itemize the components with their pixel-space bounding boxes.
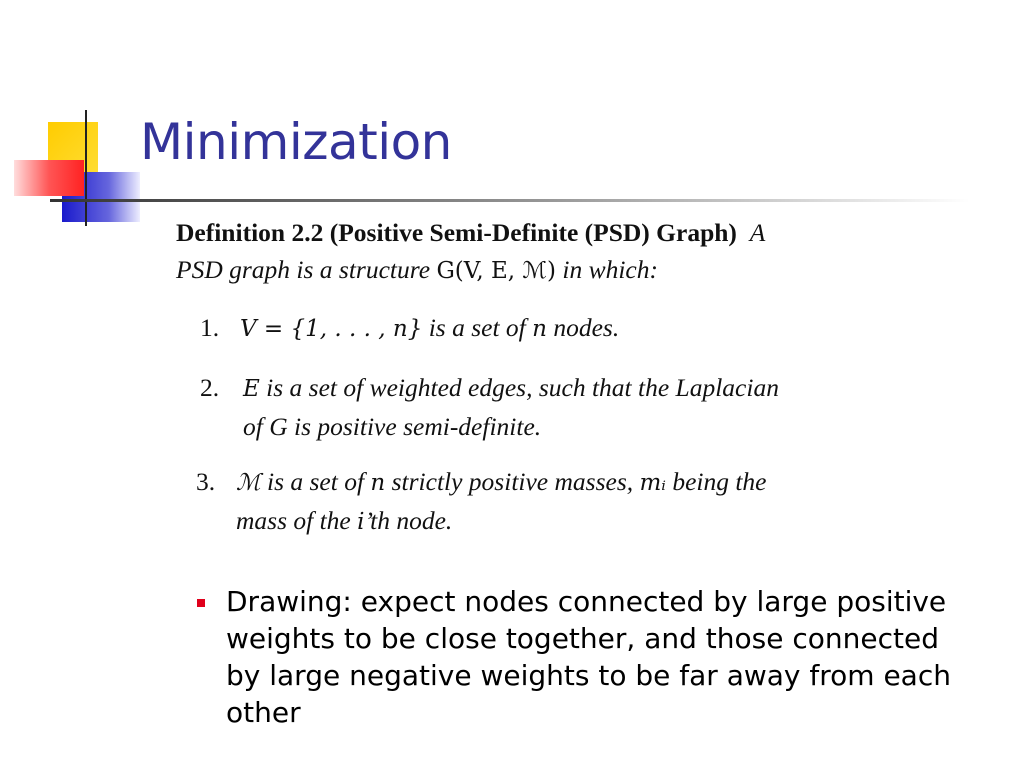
- item-math: E: [243, 376, 260, 402]
- definition-item-3: [176, 463, 956, 541]
- slide-title: Minimization: [140, 113, 452, 171]
- underline-rule: [50, 199, 970, 202]
- vertical-rule: [85, 110, 87, 226]
- item-math: ℳ: [236, 470, 261, 496]
- item-math: n: [370, 470, 386, 496]
- item-text: of G is positive semi-definite.: [243, 412, 542, 441]
- definition-intro-math: G(V, E, ℳ): [436, 258, 556, 284]
- definition-label: Definition 2.2 (Positive Semi-Definite (PSD) Graph): [176, 218, 737, 247]
- item-text: is a set of: [266, 467, 365, 496]
- item-text: mass of the: [236, 506, 351, 535]
- item-text: ’th node.: [364, 506, 453, 535]
- item-math: mᵢ: [639, 470, 666, 496]
- item-number: 3.: [196, 467, 216, 496]
- item-text: is a set of: [428, 313, 526, 342]
- item-math: i: [357, 509, 365, 535]
- definition-item-2: [176, 369, 956, 445]
- item-text: being the: [672, 467, 767, 496]
- definition-block: [176, 214, 956, 541]
- item-number: 1.: [200, 313, 220, 342]
- item-text: nodes.: [553, 313, 620, 342]
- item-text: is a set of weighted edges, such that the Laplacian: [266, 373, 779, 402]
- item-text: strictly positive masses,: [391, 467, 634, 496]
- item-number: 2.: [200, 373, 220, 402]
- bullet-text: Drawing: expect nodes connected by large positive weights to be close together, and those connected by large negative weights to be far away from each other: [226, 585, 951, 729]
- item-math: n: [532, 316, 547, 342]
- red-square: [14, 160, 84, 196]
- definition-item-1: [176, 309, 956, 348]
- definition-heading: [176, 214, 956, 290]
- definition-intro-c: in which:: [562, 255, 658, 284]
- definition-intro-b: PSD graph is a structure: [176, 255, 431, 284]
- bullet-point: [197, 583, 957, 731]
- item-math: V = {1, . . . , n}: [240, 316, 423, 342]
- bullet-square-icon: [197, 599, 205, 607]
- definition-intro-a: A: [749, 218, 766, 247]
